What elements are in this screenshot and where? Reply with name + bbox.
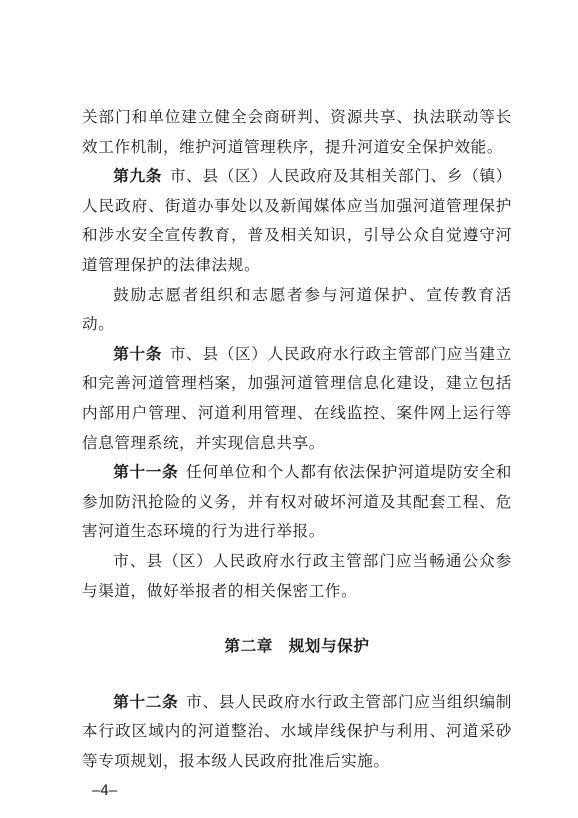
paragraph-text: 任何单位和个人都有依法保护河道堤防安全和参加防汛抢险的义务，并有权对破坏河道及其配套工程、危害河道生态环境的行为进行举报。 bbox=[82, 463, 512, 541]
article-11 bbox=[82, 458, 512, 547]
paragraph-text: 市、县（区）人民政府水行政主管部门应当畅通公众参与渠道，做好举报者的相关保密工作。 bbox=[82, 551, 512, 600]
page-number: —4— bbox=[92, 783, 118, 799]
paragraph-text: 鼓励志愿者组织和志愿者参与河道保护、宣传教育活动。 bbox=[82, 285, 512, 334]
article-number: 第九条 bbox=[113, 167, 163, 186]
article-number: 第十条 bbox=[113, 344, 163, 363]
paragraph-text: 关部门和单位建立健全会商研判、资源共享、执法联动等长效工作机制，维护河道管理秩序，提升河道安全保护效能。 bbox=[82, 108, 512, 156]
article-10 bbox=[82, 340, 512, 458]
chapter-number: 第二章 bbox=[224, 637, 273, 656]
article-number: 第十一条 bbox=[113, 463, 179, 482]
paragraph-text: 市、县人民政府水行政主管部门应当组织编制本行政区域内的河道整治、水域岸线保护与利用、河道采砂等专项规划，报本级人民政府批准后实施。 bbox=[82, 692, 512, 770]
chapter-title: 规划与保护 bbox=[288, 637, 370, 656]
article-number: 第十二条 bbox=[113, 692, 179, 711]
paragraph-continuation bbox=[82, 103, 512, 162]
paragraph-text: 市、县（区）人民政府及其相关部门、乡（镇）人民政府、街道办事处以及新闻媒体应当加强河道管理保护和涉水安全宣传教育，普及相关知识，引导公众自觉遵守河道管理保护的法律法规。 bbox=[82, 167, 512, 274]
chapter-heading bbox=[82, 632, 512, 662]
article-12 bbox=[82, 688, 512, 777]
paragraph-reporting bbox=[82, 547, 512, 606]
document-body bbox=[82, 103, 512, 776]
paragraph-text: 市、县（区）人民政府水行政主管部门应当建立和完善河道管理档案，加强河道管理信息化建设，建立包括内部用户管理、河道利用管理、在线监控、案件网上运行等信息管理系统，并实现信息共享。 bbox=[82, 344, 512, 452]
paragraph-volunteers bbox=[82, 281, 512, 340]
article-9 bbox=[82, 162, 512, 280]
